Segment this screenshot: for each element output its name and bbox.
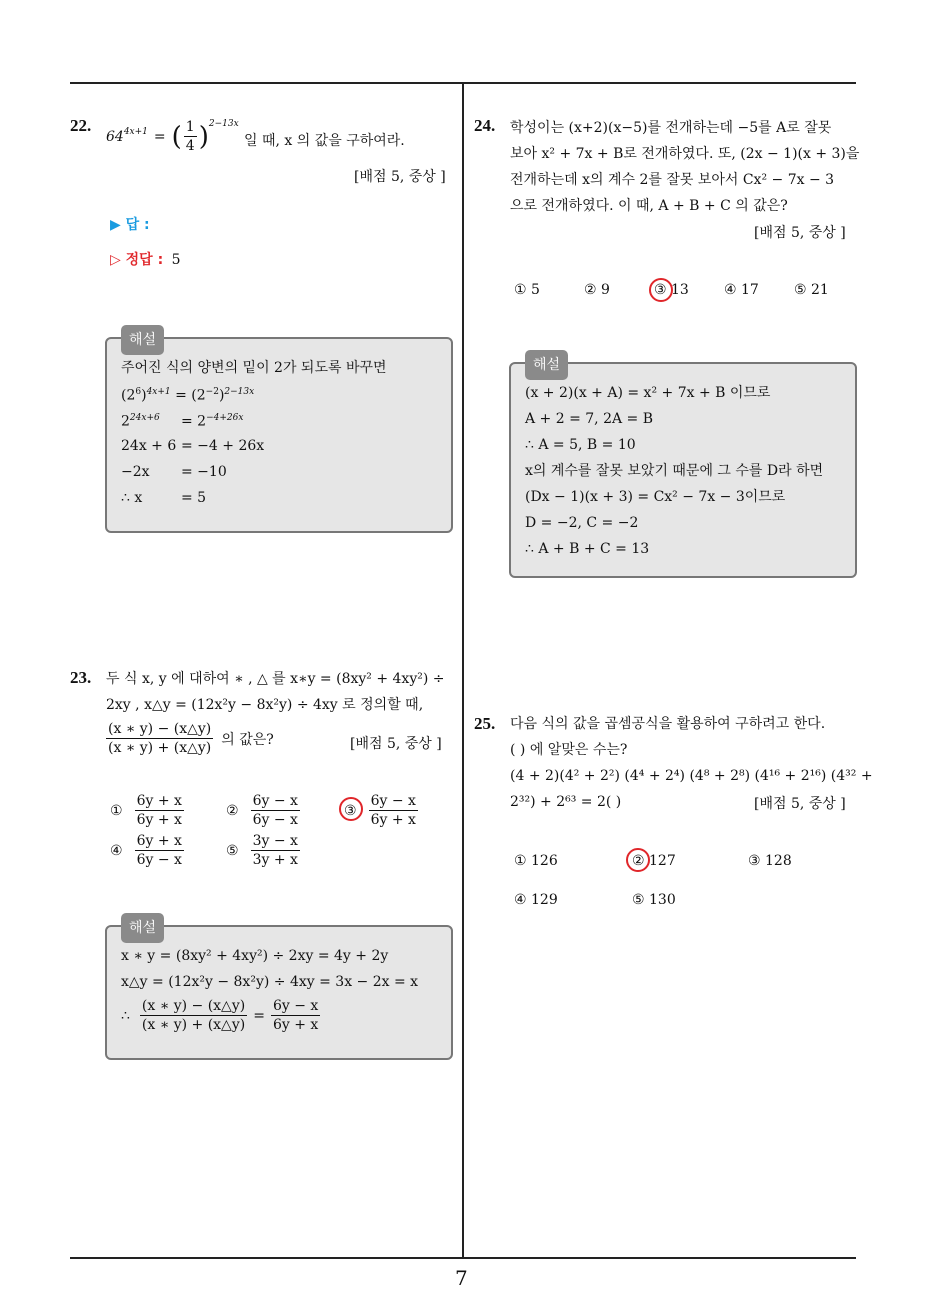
q24-expl-line-2: A + 2 = 7, 2A = B xyxy=(525,411,654,427)
q23-line-1: 두 식 x, y 에 대하여 ∗ , △ 를 x∗y = (8xy² + 4xy²) ÷ xyxy=(106,671,445,687)
q23-correct-circle xyxy=(339,797,363,821)
page-number: 7 xyxy=(455,1266,468,1290)
q24-line-4: 으로 전개하였다. 이 때, A + B + C 의 값은? xyxy=(510,198,788,214)
column-divider xyxy=(462,84,464,1259)
q24-expl-line-5: (Dx − 1)(x + 3) = Cx² − 7x − 3이므로 xyxy=(525,489,786,505)
q25-line-2: ( ) 에 알맞은 수는? xyxy=(510,742,628,758)
q23-expl-line-3: ∴ $\frac{(x ∗ y) - (x\triangle y)}{(x ∗ y) + (x\triangle y)}$ = $\frac{6y - x}{6y + x}$ xyxy=(121,998,319,1033)
q25-choice-4[interactable]: ④ 129 xyxy=(514,892,558,908)
q24-explanation-tag: 해설 xyxy=(525,350,568,380)
q25-number: 25. xyxy=(474,714,496,733)
q23-explanation-box xyxy=(105,920,453,1060)
q25-meta: [배점 5, 중상 ] xyxy=(754,796,846,812)
q24-expl-line-1: (x + 2)(x + A) = x² + 7x + B 이므로 xyxy=(525,385,771,401)
q24-choice-4[interactable]: ④ 17 xyxy=(724,282,759,298)
q23-question-fraction: $\frac{(x ∗ y) - (x\triangle y)}{(x ∗ y) + (x\triangle y)}$ 의 값은? xyxy=(108,721,274,756)
q24-explanation-box xyxy=(509,357,857,578)
q24-meta: [배점 5, 중상 ] xyxy=(754,225,846,241)
q24-choice-2[interactable]: ② 9 xyxy=(584,282,610,298)
q25-line-3: (4 + 2)(4² + 2²) (4⁴ + 2⁴) (4⁸ + 2⁸) (4¹⁶ + 2¹⁶) (4³² + xyxy=(510,768,873,784)
q24-expl-line-6: D = −2, C = −2 xyxy=(525,515,639,531)
q24-line-1: 학성이는 (x+2)(x−5)를 전개하는데 −5를 A로 잘못 xyxy=(510,120,832,136)
q22-expl-line-5: ∴ x = 5 xyxy=(121,490,207,506)
q24-expl-line-4: x의 계수를 잘못 보았기 때문에 그 수를 D라 하면 xyxy=(525,463,824,479)
q24-expl-line-7: ∴ A + B + C = 13 xyxy=(525,541,650,557)
q22-expl-line-4: −2x = −10 xyxy=(121,464,227,480)
q22-expl-intro: 주어진 식의 양변의 밑이 2가 되도록 바꾸면 xyxy=(121,360,387,376)
q23-choice-5[interactable]: ⑤ $\frac{3y - x}{3y + x}$ xyxy=(226,833,298,868)
q24-line-3: 전개하는데 x의 계수 2를 잘못 보아서 Cx² − 7x − 3 xyxy=(510,172,835,188)
q22-expl-line-2: $2^{24x+6}$ = $2^{-4+26x}$ xyxy=(121,413,244,430)
q24-line-2: 보아 x² + 7x + B로 전개하였다. 또, (2x − 1)(x + 3)을 xyxy=(510,146,860,162)
q24-choice-1[interactable]: ① 5 xyxy=(514,282,540,298)
q24-choice-3[interactable]: ③ 13 xyxy=(654,282,689,298)
q22-correct-row xyxy=(110,249,181,269)
bottom-rule xyxy=(70,1257,856,1259)
q22-expl-line-3: 24x + 6 = −4 + 26x xyxy=(121,438,265,454)
q23-explanation-tag: 해설 xyxy=(121,913,164,943)
q22-text: 일 때, x 의 값을 구하여라. xyxy=(244,133,405,149)
q22-explanation-tag: 해설 xyxy=(121,325,164,355)
q23-number: 23. xyxy=(70,668,92,687)
q25-choice-1[interactable]: ① 126 xyxy=(514,853,558,869)
q22-explanation-box xyxy=(105,332,453,533)
q25-choice-3[interactable]: ③ 128 xyxy=(748,853,792,869)
q24-correct-circle xyxy=(649,278,673,302)
q22-meta: [배점 5, 중상 ] xyxy=(354,169,446,185)
q25-choice-2[interactable]: ② 127 xyxy=(632,853,676,869)
q22-answer-label: ▶ 답 : xyxy=(110,217,150,233)
q23-line-2: 2xy , x△y = (12x²y − 8x²y) ÷ 4xy 로 정의할 때, xyxy=(106,697,424,713)
q22-expl-line-1: $(2^6)^{4x+1} = (2^{-2})^{2-13x}$ xyxy=(121,387,255,404)
q22-equation: 64 $^{4x+1}$ = ( $\frac{1}{4}$ ) $^{2-13x}$ xyxy=(106,118,239,154)
q22-correct-value: 5 xyxy=(171,252,181,268)
q25-line-4: 2³²) + 2⁶³ = 2( ) xyxy=(510,794,622,810)
q23-choice-4[interactable]: ④ $\frac{6y + x}{6y - x}$ xyxy=(110,833,182,868)
q23-expl-line-1: x ∗ y = (8xy² + 4xy²) ÷ 2xy = 4y + 2y xyxy=(121,948,389,964)
q24-expl-line-3: ∴ A = 5, B = 10 xyxy=(525,437,636,453)
q22-number: 22. xyxy=(70,116,92,135)
q25-correct-circle xyxy=(626,848,650,872)
q23-choice-2[interactable]: ② $\frac{6y - x}{6y - x}$ xyxy=(226,793,298,828)
q25-line-1: 다음 식의 값을 곱셈공식을 활용하여 구하려고 한다. xyxy=(510,716,826,732)
q23-expl-line-2: x△y = (12x²y − 8x²y) ÷ 4xy = 3x − 2x = x xyxy=(121,974,419,990)
q23-meta: [배점 5, 중상 ] xyxy=(350,736,442,752)
q24-number: 24. xyxy=(474,116,496,135)
q23-choice-3[interactable]: ③ $\frac{6y - x}{6y + x}$ xyxy=(344,793,416,828)
q22-correct-label: ▷ 정답 : xyxy=(110,252,164,268)
q23-choice-1[interactable]: ① $\frac{6y + x}{6y + x}$ xyxy=(110,793,182,828)
q25-choice-5[interactable]: ⑤ 130 xyxy=(632,892,676,908)
q24-choice-5[interactable]: ⑤ 21 xyxy=(794,282,829,298)
